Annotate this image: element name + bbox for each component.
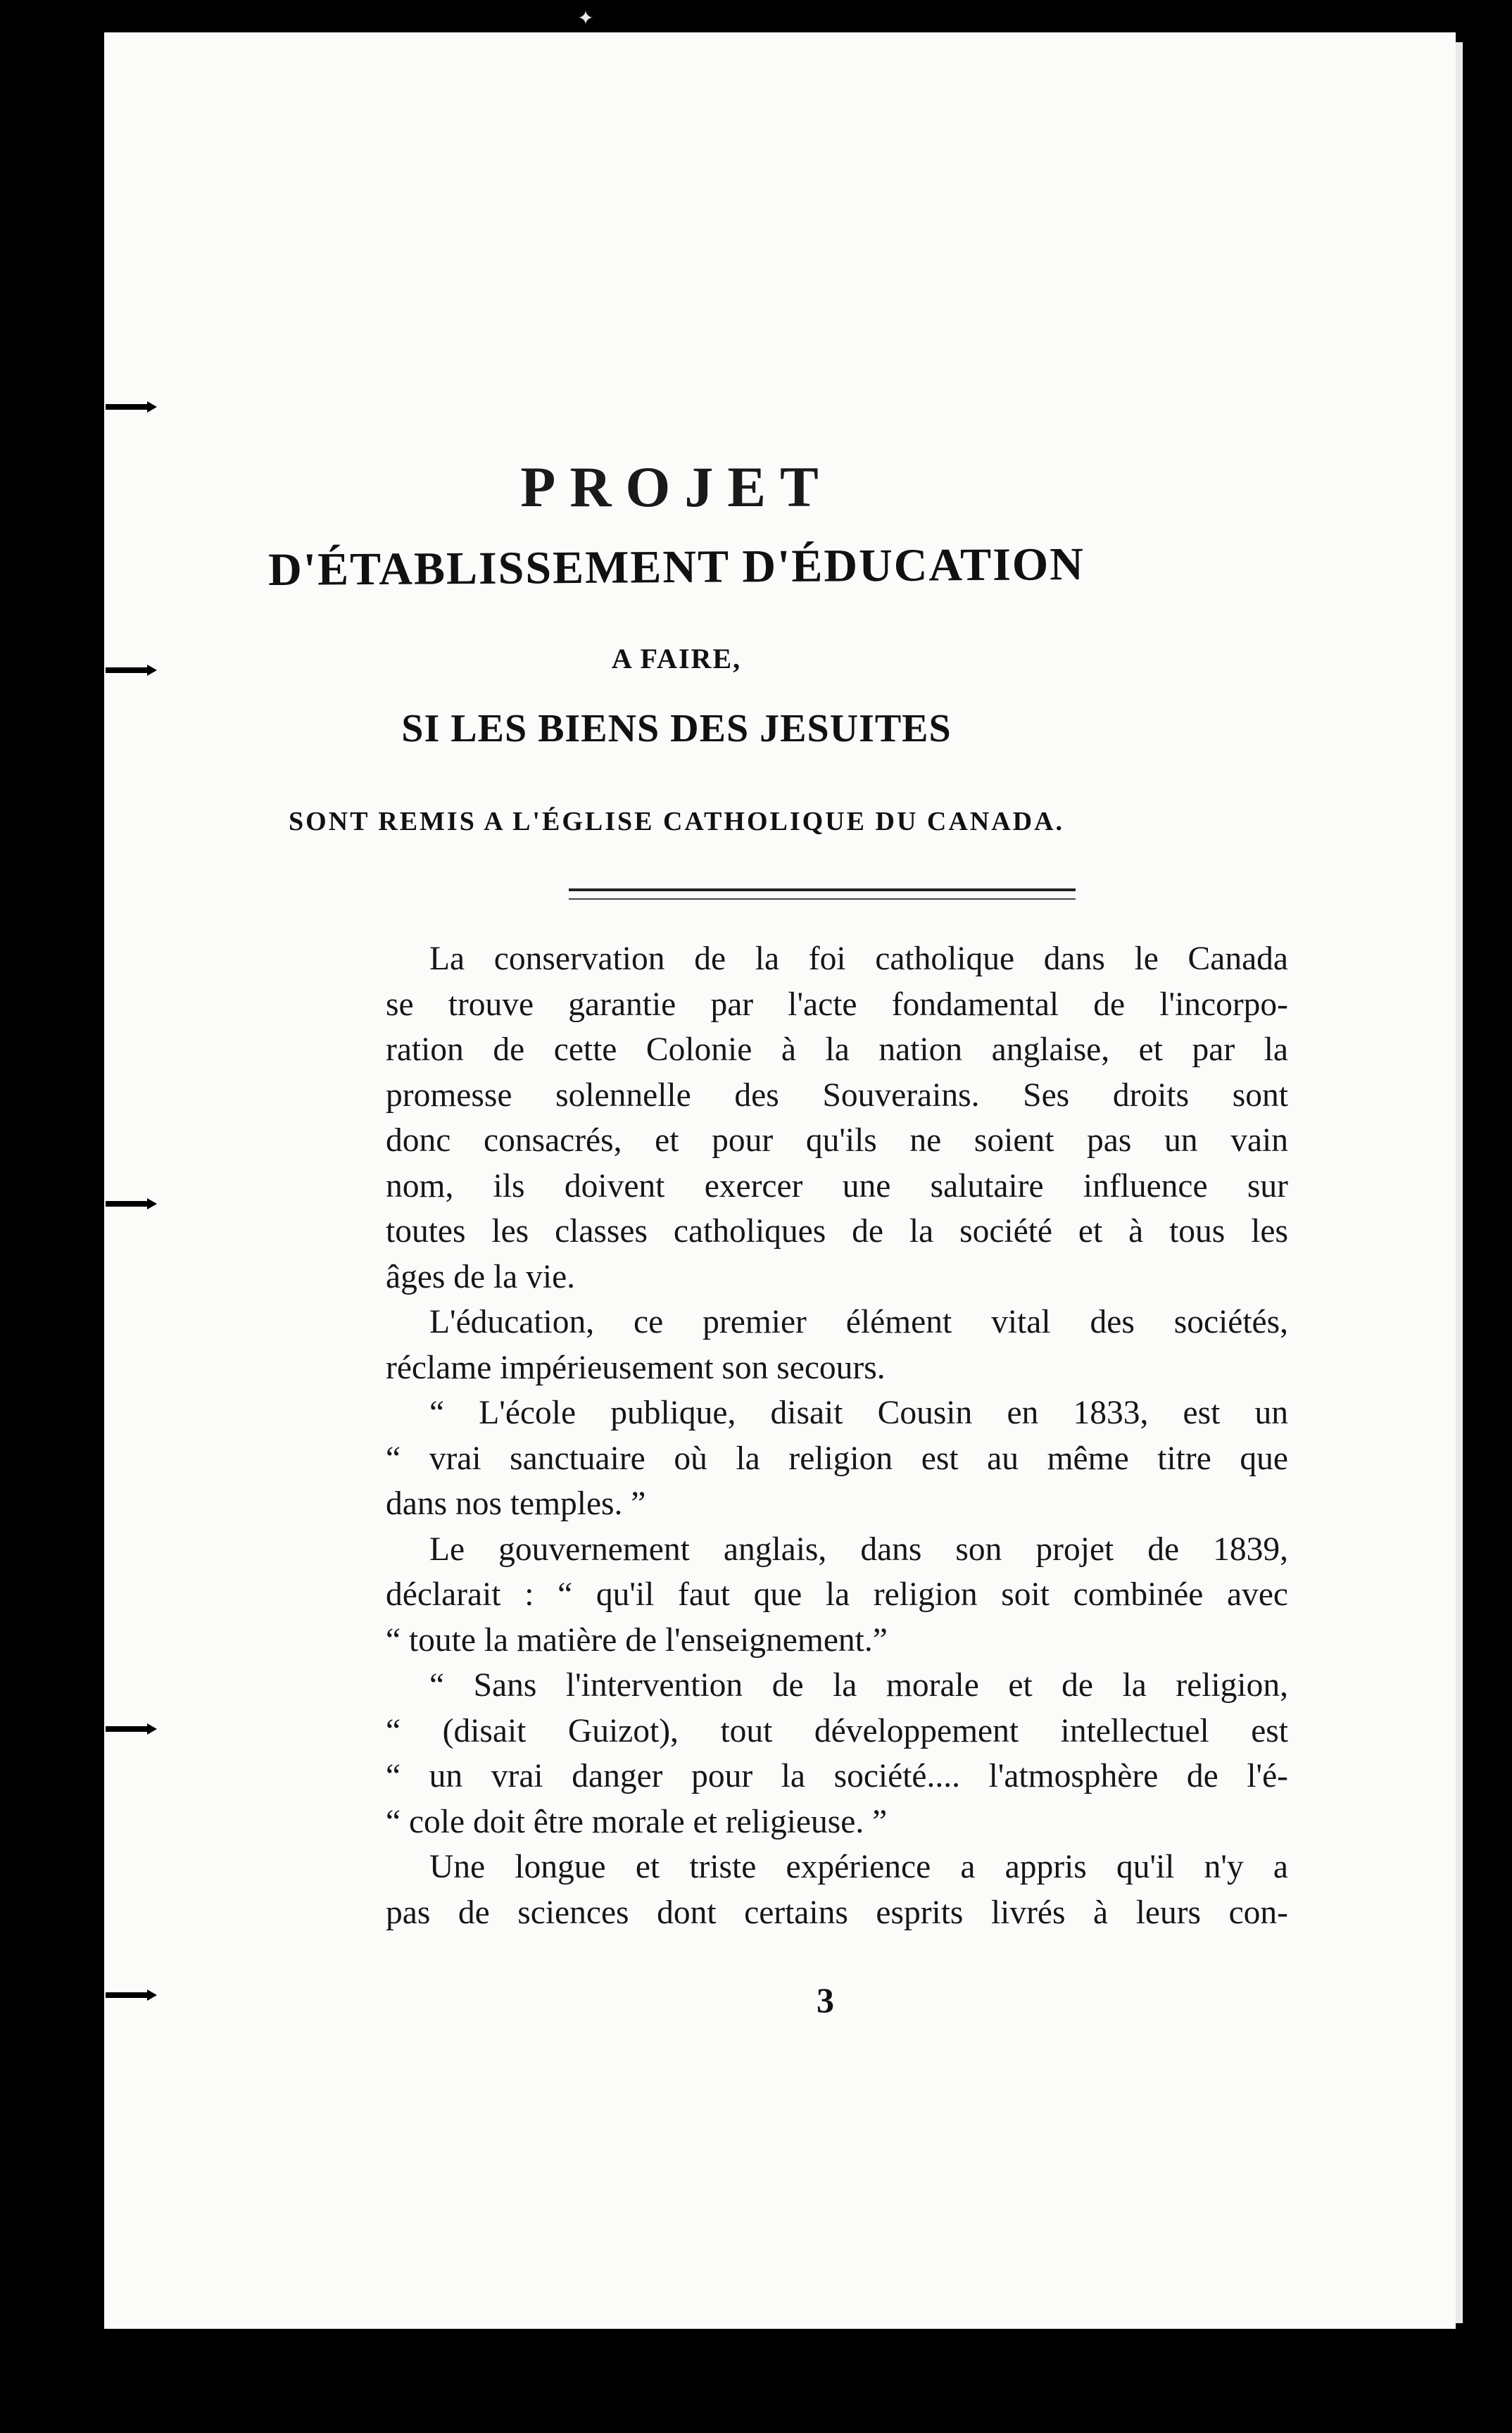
body-line: toutes les classes catholiques de la société et à tous les	[386, 1213, 1288, 1250]
body-line: déclarait : “ qu'il faut que la religion soit combinée avec	[386, 1576, 1288, 1613]
scan-margin-tick	[106, 1992, 151, 1998]
body-line: pas de sciences dont certains esprits livrés à leurs con-	[386, 1894, 1288, 1931]
double-rule-divider	[569, 888, 1076, 900]
scan-margin-tick	[106, 404, 151, 410]
body-line: Le gouvernement anglais, dans son projet de 1839,	[429, 1530, 1288, 1568]
body-text	[386, 936, 1288, 1935]
scan-margin-tick	[106, 1726, 151, 1732]
body-line: dans nos temples. ”	[386, 1485, 646, 1522]
title-line-5: SONT REMIS A L'ÉGLISE CATHOLIQUE DU CANADA.	[288, 807, 1065, 836]
body-line: donc consacrés, et pour qu'ils ne soient pas un vain	[386, 1122, 1288, 1159]
body-line: “ toute la matière de l'enseignement.”	[386, 1621, 888, 1659]
page-edge	[1456, 42, 1463, 2323]
title-line-4: SI LES BIENS DES JESUITES	[401, 707, 952, 750]
body-line: “ Sans l'intervention de la morale et de la religion,	[429, 1667, 1288, 1704]
body-line: Une longue et triste expérience a appris qu'il n'y a	[429, 1849, 1288, 1885]
body-line: “ cole doit être morale et religieuse. ”	[386, 1803, 888, 1840]
page-title: PROJET	[520, 455, 833, 519]
body-line: “ un vrai danger pour la société.... l'atmosphère de l'é-	[386, 1758, 1288, 1794]
page-number: 3	[817, 1980, 834, 2020]
body-line: “ (disait Guizot), tout développement intellectuel est	[386, 1712, 1288, 1749]
body-line: L'éducation, ce premier élément vital des sociétés,	[429, 1304, 1288, 1340]
scan-registration-mark: ✦	[577, 8, 594, 30]
body-line: “ L'école publique, disait Cousin en 1833, est un	[429, 1395, 1288, 1431]
body-line: promesse solennelle des Souverains. Ses droits sont	[386, 1076, 1288, 1114]
body-line: nom, ils doivent exercer une salutaire influence sur	[386, 1167, 1288, 1205]
body-line: se trouve garantie par l'acte fondamental de l'incorpo-	[386, 986, 1288, 1023]
body-line: La conservation de la foi catholique dans le Canada	[429, 941, 1288, 977]
body-line: ration de cette Colonie à la nation anglaise, et par la	[386, 1031, 1288, 1068]
page-subtitle: D'ÉTABLISSEMENT D'ÉDUCATION	[267, 538, 1085, 596]
scan-margin-tick	[106, 1201, 151, 1207]
body-line: “ vrai sanctuaire où la religion est au même titre que	[386, 1440, 1288, 1477]
title-line-3: A FAIRE,	[611, 643, 742, 674]
body-line: réclame impérieusement son secours.	[386, 1349, 886, 1386]
body-line: âges de la vie.	[386, 1258, 576, 1295]
